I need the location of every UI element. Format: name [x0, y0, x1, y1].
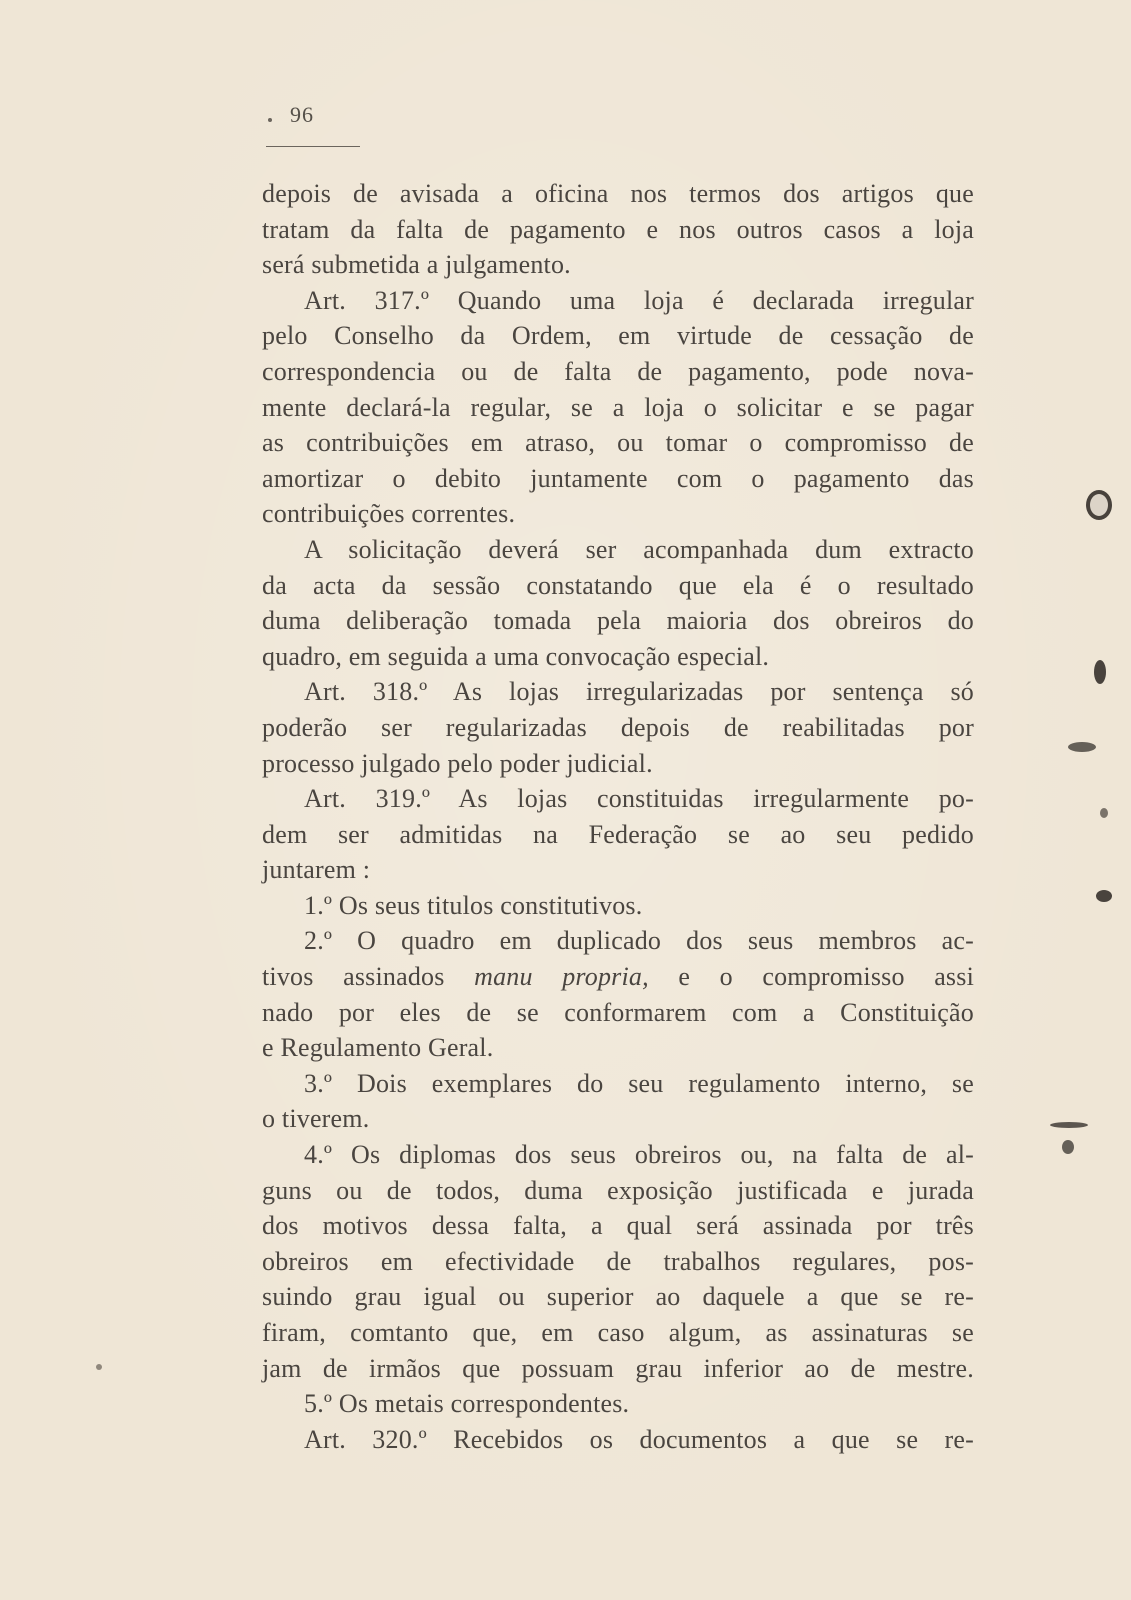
text-line: Art. 318.º As lojas irregularizadas por sentença só	[304, 677, 974, 707]
header-rule	[266, 146, 360, 147]
text-line: será submetida a julgamento.	[262, 250, 571, 280]
body-text	[262, 176, 974, 1457]
binding-mark	[1062, 1140, 1074, 1154]
text-line: pelo Conselho da Ordem, em virtude de cessação de	[262, 321, 974, 351]
text-line: contribuições correntes.	[262, 499, 516, 529]
text-line: obreiros em efectividade de trabalhos regulares, pos-	[262, 1246, 974, 1276]
text-line: quadro, em seguida a uma convocação especial.	[262, 641, 770, 671]
text-line: dem ser admitidas na Federação se ao seu pedido	[262, 819, 974, 849]
text-line: mente declará-la regular, se a loja o solicitar e se pagar	[262, 392, 974, 422]
text-line	[262, 959, 974, 995]
italic-phrase: manu propria,	[474, 962, 649, 992]
text-segment: e o compromisso assi	[648, 962, 974, 992]
text-line: o tiverem.	[262, 1104, 370, 1134]
header-dot	[268, 118, 272, 122]
text-line: guns ou de todos, duma exposição justificada e jurada	[262, 1175, 974, 1205]
binding-mark	[1100, 808, 1108, 818]
text-line: correspondencia ou de falta de pagamento, pode nova-	[262, 356, 974, 386]
text-line: firam, comtanto que, em caso algum, as assinaturas se	[262, 1318, 974, 1347]
text-line: 5.º Os metais correspondentes.	[304, 1389, 630, 1419]
binding-mark	[1096, 890, 1112, 902]
text-line: suindo grau igual ou superior ao daquele a que se re-	[262, 1282, 974, 1312]
text-line: poderão ser regularizadas depois de reabilitadas por	[262, 712, 974, 742]
page-number: 96	[290, 102, 314, 127]
binding-mark	[1086, 490, 1112, 520]
text-line: juntarem :	[262, 855, 371, 885]
text-line: Art. 320.º Recebidos os documentos a que se re-	[304, 1424, 974, 1454]
text-line: depois de avisada a oficina nos termos dos artigos que	[262, 179, 974, 208]
binding-mark	[1050, 1122, 1088, 1128]
text-segment: tivos assinados	[262, 962, 475, 992]
text-line: nado por eles de se conformarem com a Constituição	[262, 997, 974, 1027]
text-line: Art. 317.º Quando uma loja é declarada irregular	[304, 285, 974, 315]
text-line: 4.º Os diplomas dos seus obreiros ou, na falta de al-	[304, 1140, 974, 1170]
text-line: Art. 319.º As lojas constituidas irregularmente po-	[304, 784, 974, 814]
text-line: da acta da sessão constatando que ela é o resultado	[262, 570, 974, 600]
text-line: 2.º O quadro em duplicado dos seus membros ac-	[304, 926, 974, 956]
text-line: dos motivos dessa falta, a qual será assinada por três	[262, 1211, 974, 1241]
text-line: e Regulamento Geral.	[262, 1033, 494, 1063]
text-line: jam de irmãos que possuam grau inferior ao de mestre.	[262, 1353, 974, 1383]
paper-speck	[96, 1364, 102, 1370]
text-line: processo julgado pelo poder judicial.	[262, 748, 653, 778]
text-line: A solicitação deverá ser acompanhada dum extracto	[304, 534, 974, 564]
binding-mark	[1068, 742, 1096, 752]
text-line: 3.º Dois exemplares do seu regulamento interno, se	[304, 1068, 974, 1098]
text-line: 1.º Os seus titulos constitutivos.	[304, 890, 643, 920]
text-line: amortizar o debito juntamente com o pagamento das	[262, 463, 974, 493]
text-line: as contribuições em atraso, ou tomar o compromisso de	[262, 428, 974, 458]
text-line: tratam da falta de pagamento e nos outros casos a loja	[262, 214, 974, 244]
text-line: duma deliberação tomada pela maioria dos obreiros do	[262, 606, 974, 636]
binding-mark	[1094, 660, 1106, 684]
